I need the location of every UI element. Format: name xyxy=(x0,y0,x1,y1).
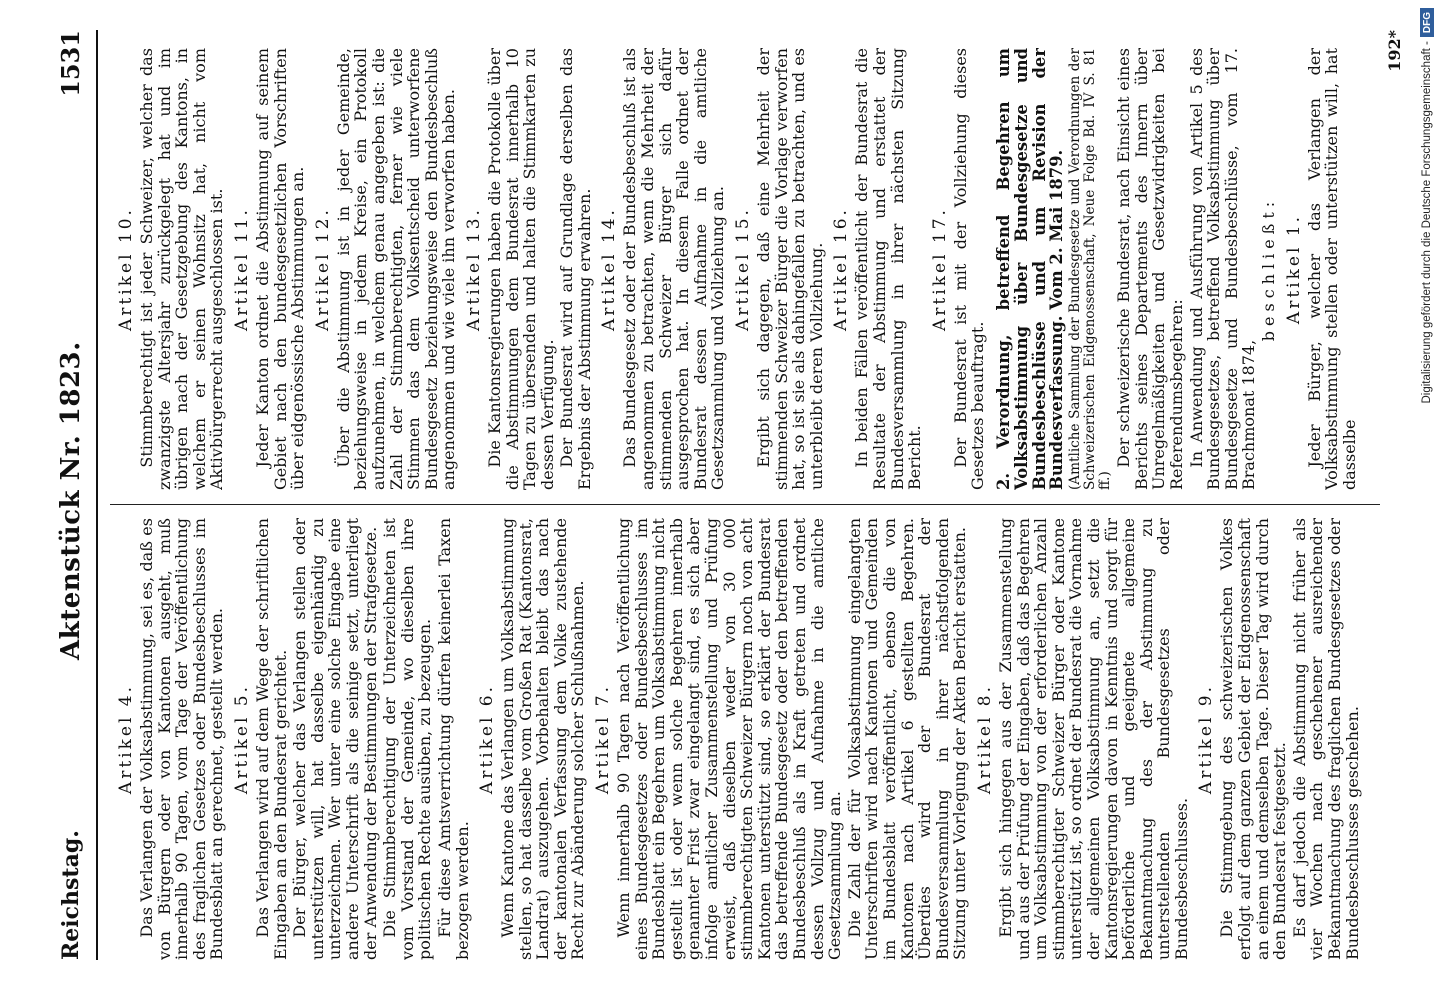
paragraph: Der Bürger, welcher das Verlangen stellen oder unterstützen will, hat dasselbe eigenhändig zu unterzeichnen. Wer unter eine solche Eingabe eine andere Unterschrift als die seinige setzt, unterliegt der Anwendung der Bestimmungen der Strafgesetze. xyxy=(290,518,380,960)
header-title: Aktenstück Nr. 1823. xyxy=(56,341,86,660)
paragraph: Jeder Bürger, welcher das Verlangen der Volksabstimmung stellen oder unterstützen will, hat dasselbe xyxy=(1304,48,1359,490)
dfg-badge: DFG xyxy=(1420,8,1434,37)
paragraph: Das Verlangen der Volksabstimmung, sei es, daß es von Bürgern oder von Kantonen ausgeht, muß innerhalb 90 Tagen, vom Tage der Veröffentlichung des fraglichen Gesetzes oder Bundesbeschlusses im Bundesblatt an gerechnet, gestellt werden. xyxy=(137,518,227,960)
page-number: 1531 xyxy=(56,30,85,97)
article-heading: Artikel 7. xyxy=(593,683,614,795)
article-heading: Artikel 9. xyxy=(1196,683,1217,795)
paragraph: Die Zahl der für Volksabstimmung eingelangten Unterschriften wird nach Kantonen und Gemeinden im Bundesblatt veröffentlicht, ebenso die von Kantonen nach Artikel 6 gestellten Begehren. Überdies wird der Bundesrat der Bundesversammlung in ihrer nächstfolgenden Sitzung unter Vorlegung der Akten Bericht erstatten. xyxy=(844,518,970,960)
decision-line: beschließt: xyxy=(1258,196,1278,342)
article-heading: Artikel 1. xyxy=(1283,213,1304,325)
article-heading: Artikel 15. xyxy=(733,207,754,331)
paragraph: Die Stimmgebung des schweizerischen Volkes erfolgt auf dem ganzen Gebiet der Eidgenossenschaft an einem und demselben Tage. Dieser Tag wird durch den Bundesrat festgesetzt. xyxy=(1217,518,1290,960)
article-heading: Artikel 4. xyxy=(116,683,136,795)
article-heading: Artikel 13. xyxy=(463,207,484,331)
paragraph: Der Bundesrat wird auf Grundlage derselben das Ergebnis der Abstimmung erwahren. xyxy=(557,48,594,490)
paragraph: Das Bundesgesetz oder der Bundesbeschluß ist als angenommen zu betrachten, wenn die Mehrheit der stimmenden Schweizer Bürger sich dafür ausgesprochen hat. In diesem Falle ordnet der Bundesrat dessen Aufnahme in die amtliche Gesetzsammlung und Vollziehung an. xyxy=(620,48,728,490)
paragraph: In Anwendung und Ausführung von Artikel 5 des Bundesgesetzes, betreffend Volksabstimmung über Bundesgesetze und Bundesbeschlüsse, vom 17. Brachmonat 1874, xyxy=(1186,48,1259,490)
right-column xyxy=(110,48,1390,490)
digitization-note xyxy=(1416,8,1434,992)
digitization-text-wrap xyxy=(1416,8,1434,992)
article-heading: Artikel 10. xyxy=(116,207,136,331)
paragraph: In beiden Fällen veröffentlicht der Bundesrat die Resultate der Abstimmung und erstattet der Bundesversammlung in ihrer nächsten Sitzung Bericht. xyxy=(852,48,925,490)
paragraph: Über die Abstimmung ist in jeder Gemeinde, beziehungsweise in jedem Kreise, ein Protokoll aufzunehmen, in welchem genau angegeben ist: die Zahl der Stimmberechtigten, ferner wie viele Stimmen das dem Volksentscheid unterworfene Bundesgesetz beziehungsweise den Bundesbeschluß angenommen und wie viele ihn verworfen haben. xyxy=(333,48,459,490)
document-page xyxy=(30,30,1410,960)
article-heading: Artikel 5. xyxy=(231,683,252,795)
paragraph: Ergibt sich dagegen, daß eine Mehrheit der stimmenden Schweizer Bürger die Vorlage verworfen hat, so ist sie als dahingefallen zu betrachten, und es unterbleibt deren Vollziehung. xyxy=(754,48,826,490)
section-heading: 2. Verordnung, betreffend Begehren um Volksabstimmung über Bundesgesetze und Bundesbeschlüsse und um Revision der Bundesverfassung. Vom 2. Mai 1879. xyxy=(993,48,1067,490)
paragraph: Der schweizerische Bundesrat, nach Einsicht eines Berichts seines Departements des Innern über Unregelmäßigkeiten und Gesetzwidrigkeiten bei Referendumsbegehren: xyxy=(1114,48,1186,490)
paragraph: Wenn innerhalb 90 Tagen nach Veröffentlichung eines Bundesgesetzes oder Bundesbeschlusses im Bundesblatt ein Begehren um Volksabstimmung nicht gestellt ist oder wenn solche Begehren innerhalb genannter Frist zwar eingelangt sind, es sich aber infolge amtlicher Zusammenstellung und Prüfung erweist, daß dieselben weder von 30 000 stimmberechtigten Schweizer Bürgern noch von acht Kantonen unterstützt sind, so erklärt der Bundesrat das betreffende Bundesgesetz oder den betreffenden Bundesbeschluß als in Kraft getreten und ordnet dessen Vollzug und Aufnahme in die amtliche Gesetzsammlung an. xyxy=(614,518,845,960)
paragraph: Für diese Amtsverrichtung dürfen keinerlei Taxen bezogen werden. xyxy=(434,518,472,960)
paragraph: Das Verlangen wird auf dem Wege der schriftlichen Eingaben an den Bundesrat gerichtet. xyxy=(252,518,290,960)
digitization-text: Digitalisierung gefördert durch die Deutsche Forschungsgemeinschaft - xyxy=(1421,41,1433,404)
article-heading: Artikel 6. xyxy=(477,683,498,795)
article-heading: Artikel 16. xyxy=(831,207,852,331)
column-divider xyxy=(110,504,1380,505)
paragraph: Ergibt sich hingegen aus der Zusammenstellung und aus der Prüfung der Eingaben, daß das Begehren um Volksabstimmung von der erforderlichen Anzahl stimmberechtigter Schweizer Bürger oder Kantone unterstützt ist, so ordnet der Bundesrat die Vornahme der allgemeinen Volksabstimmung an, setzt die Kantonsregierungen davon in Kenntnis und sorgt für beförderliche und geeignete allgemeine Bekanntmachung des der Abstimmung zu unterstellenden Bundesgesetzes oder Bundesbeschlusses. xyxy=(995,518,1191,960)
paragraph: Jeder Kanton ordnet die Abstimmung auf seinem Gebiet nach den bundesgesetzlichen Vorschriften über eidgenössische Abstimmungen an. xyxy=(252,48,308,490)
article-heading: Artikel 17. xyxy=(929,207,950,331)
paragraph: Es darf jedoch die Abstimmung nicht früher als vier Wochen nach geschehener ausreichender Bekanntmachung des fraglichen Bundesgesetzes oder Bundesbeschlusses geschehen. xyxy=(1289,518,1362,960)
paragraph: Die Kantonsregierungen haben die Protokolle über die Abstimmungen dem Bundesrat innerhalb 10 Tagen zu übersenden und halten die Stimmkarten zu dessen Verfügung. xyxy=(484,48,557,490)
article-heading: Artikel 12. xyxy=(312,207,333,331)
paragraph: Der Bundesrat ist mit der Vollziehung dieses Gesetzes beauftragt. xyxy=(950,48,988,490)
left-column xyxy=(110,518,1390,960)
article-heading: Artikel 11. xyxy=(231,207,252,331)
source-note: (Amtliche Sammlung der Bundesgesetze und Verordnungen der Schweizerischen Eidgenossenschaft, Neue Folge Bd. IV S. 81 ff.) xyxy=(1067,48,1114,490)
paragraph: Wenn Kantone das Verlangen um Volksabstimmung stellen, so hat dasselbe vom Großen Rat (Kantonsrat, Landrat) auszugehen. Vorbehalten bleibt das nach der kantonalen Verfassung dem Volke zustehende Recht zur Abänderung solcher Schlußnahmen. xyxy=(498,518,588,960)
paragraph: Stimmberechtigt ist jeder Schweizer, welcher das zwanzigste Altersjahr zurückgelegt hat und im übrigen nach der Gesetzgebung des Kantons, in welchem er seinen Wohnsitz hat, nicht vom Aktivbürgerrecht ausgeschlossen ist. xyxy=(137,48,227,490)
article-heading: Artikel 8. xyxy=(974,683,995,795)
page-header xyxy=(50,30,98,960)
signature-mark: 192* xyxy=(1385,30,1404,72)
article-heading: Artikel 14. xyxy=(599,207,620,331)
paragraph: Die Stimmberechtigung der Unterzeichneten ist vom Vorstand der Gemeinde, wo dieselben ihre politischen Rechte ausüben, zu bezeugen. xyxy=(380,518,435,960)
header-left: Reichstag. xyxy=(58,830,84,960)
